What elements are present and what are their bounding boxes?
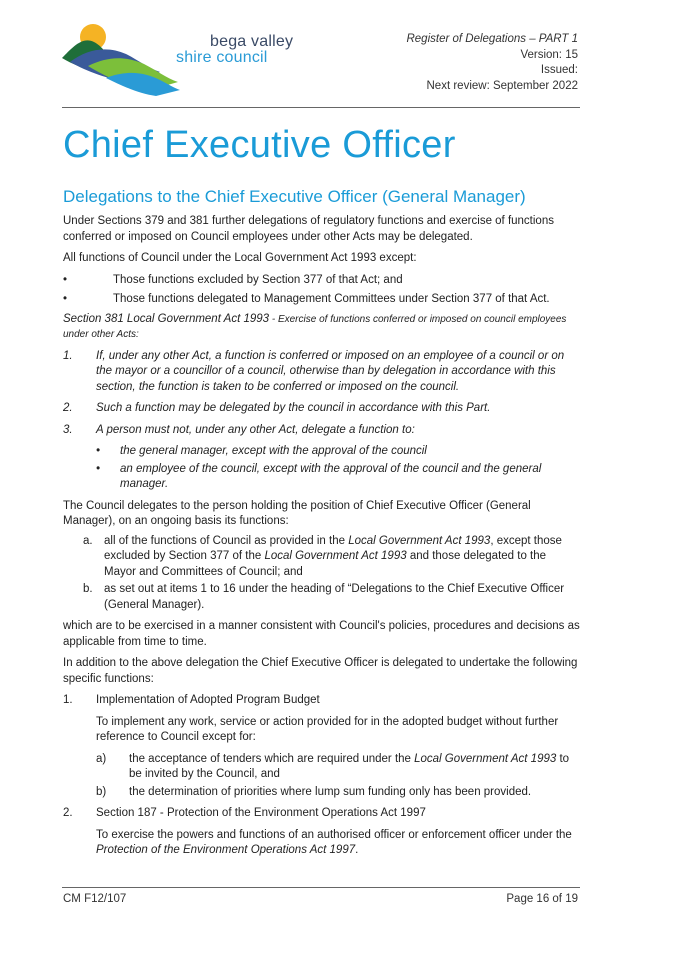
addition-paragraph: In addition to the above delegation the Chief Executive Officer is delegated to undertake the following specific functions: [63,657,578,685]
header-divider [62,107,580,108]
delegation-item [63,693,581,709]
issued-label: Issued: [540,64,578,76]
section-381-desc: - Exercise of functions conferred or imposed on council employees under other Acts: [63,313,567,340]
list-text: an employee of the council, except with the approval of the council and the general manager. [120,462,542,490]
page-number: Page 16 of 19 [506,893,578,905]
text-run: To exercise the powers and functions of an authorised officer or enforcement officer under the [96,828,572,841]
list-item [63,401,581,417]
item-heading: Section 187 - Protection of the Environment Operations Act 1997 [96,807,426,819]
bullet-icon: • [63,273,68,286]
text-run: , except those excluded by Section 377 of the [104,534,562,562]
document-meta [406,32,578,94]
bullet-icon: • [96,445,101,457]
list-text: Such a function may be delegated by the council in accordance with this Part. [96,402,491,414]
exception-text: Those functions delegated to Management Committees under Section 377 of that Act. [113,293,550,305]
list-text: the general manager, except with the approval of the council [120,445,427,457]
intro-paragraph: Under Sections 379 and 381 further delegations of regulatory functions and exercise of functions conferred or imposed on Council employees under other Acts may be delegated. [63,215,554,243]
list-item [63,582,581,613]
list-letter: b) [96,785,107,798]
section-381-title: Section 381 Local Government Act 1993 [63,312,270,325]
item-heading: Implementation of Adopted Program Budget [96,694,320,706]
list-letter: b. [83,583,93,595]
footer-divider [62,887,580,888]
list-item [63,423,581,439]
item-number: 2. [63,807,73,819]
hills-logo-icon [60,20,180,98]
next-review-label: Next review: September 2022 [426,79,578,92]
list-text: as set out at items 1 to 16 under the heading of “Delegations to the Chief Executive Officer (General Manager). [104,583,565,611]
exercised-paragraph: which are to be exercised in a manner consistent with Council's policies, procedures and decisions as applicable from time to time. [63,620,580,648]
bullet-icon: • [96,462,101,475]
delegates-paragraph: The Council delegates to the person holding the position of Chief Executive Officer (General Manager), on an ongoing basis its functions: [63,499,531,527]
list-item [63,534,581,581]
text-run: all of the functions of Council as provided in the [104,534,349,547]
text-run: and those delegated to the Mayor and Committees of Council; and [104,550,547,578]
document-body [63,214,581,865]
act-name: Protection of the Environment Operations Act 1997 [96,844,356,856]
list-text: A person must not, under any other Act, delegate a function to: [96,423,415,436]
list-item [63,785,581,801]
page-title: Chief Executive Officer [63,124,456,166]
item-description: To implement any work, service or action provided for in the adopted budget without further reference to Council except for: [96,715,559,743]
act-name: Local Government Act 1993 [264,550,407,562]
act-name: Local Government Act 1993 [414,752,557,765]
council-logo [60,20,294,98]
item-description [63,828,581,859]
list-item [63,462,581,493]
bullet-icon: • [63,293,68,305]
item-number: 1. [63,694,73,706]
list-item [63,752,581,783]
lga-intro-paragraph: All functions of Council under the Local Government Act 1993 except: [63,252,417,264]
register-title: Register of Delegations – PART 1 [406,33,578,45]
list-number: 3. [63,423,73,436]
list-item [63,349,581,396]
exception-text: Those functions excluded by Section 377 of that Act; and [113,273,403,286]
text-run: the acceptance of tenders which are required under the [129,752,415,765]
section-381-heading [63,312,581,343]
text-run: to be invited by the Council, and [129,752,570,780]
logo-text-line1: bega valley [210,33,294,50]
list-text: If, under any other Act, a function is conferred or imposed on an employee of a council or on the mayor or a councillor of a council, otherwise than by delegation in accordance with this section, the function is taken to be conferred or imposed on the council. [96,349,565,393]
list-letter: a) [96,752,107,765]
document-reference: CM F12/107 [63,893,127,905]
list-letter: a. [83,534,93,547]
version-label: Version: 15 [520,48,578,61]
list-text [104,534,581,581]
list-item [63,444,581,460]
list-number: 2. [63,402,73,414]
list-item [63,292,581,308]
delegation-item [63,806,581,822]
list-text [129,752,581,783]
text-run: . [355,844,359,856]
list-text: the determination of priorities where lump sum funding only has been provided. [129,785,532,798]
list-number: 1. [63,349,73,362]
logo-text-line2: shire council [176,49,268,66]
section-subtitle: Delegations to the Chief Executive Officer (General Manager) [63,187,526,206]
act-name: Local Government Act 1993 [348,534,491,547]
list-item [63,273,581,289]
